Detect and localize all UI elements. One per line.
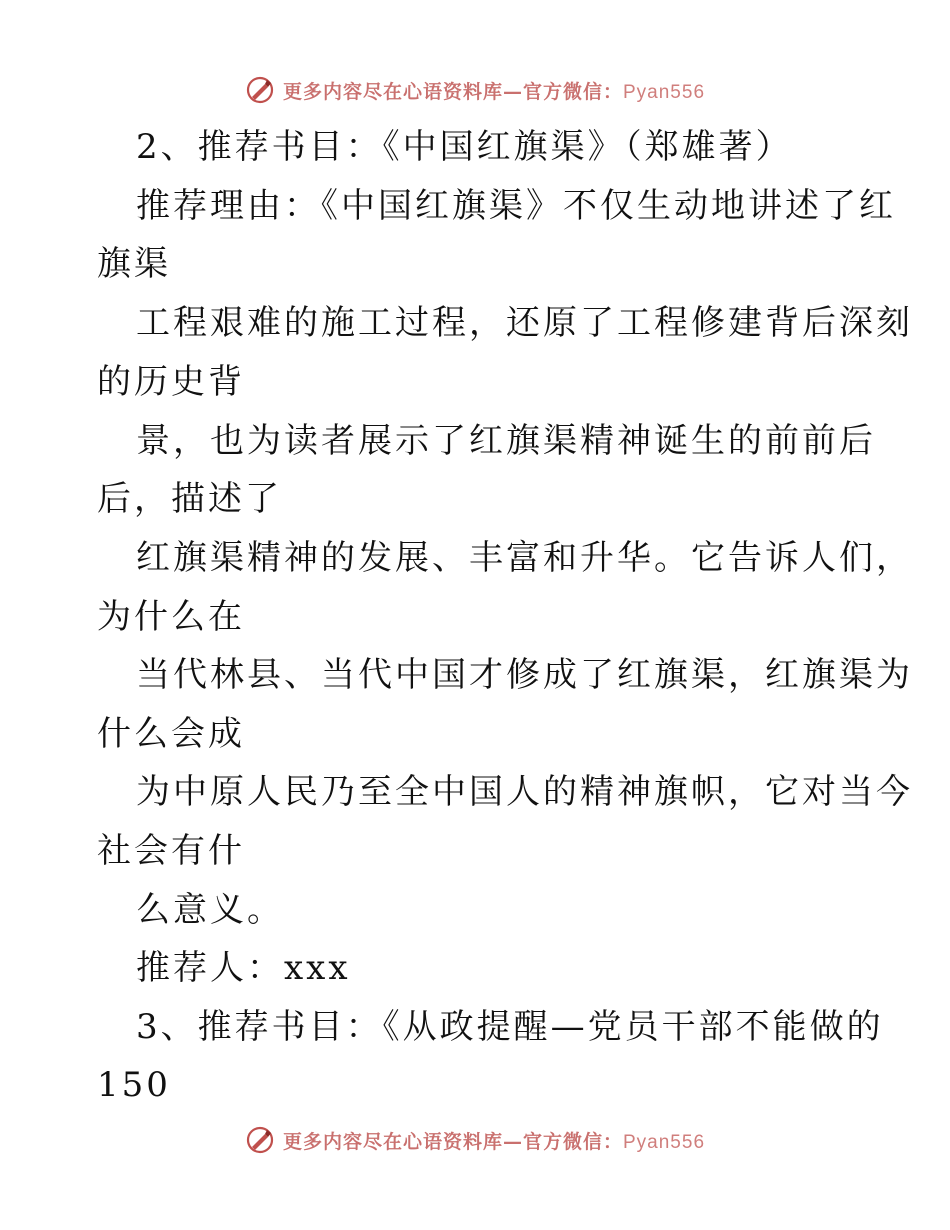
text-line: 3、推荐书目：《从政提醒—党员干部不能做的 [136,1007,884,1047]
text-line: 后，描述了 [97,479,282,519]
pen-logo-icon [245,75,275,105]
text-line: 红旗渠精神的发展、丰富和升华。它告诉人们， [136,538,913,578]
text-line: 为什么在 [97,597,245,637]
text-line: 什么会成 [97,714,245,754]
footer-watermark [0,1122,950,1158]
header-watermark [0,72,950,108]
text-line: 的历史背 [97,362,245,402]
text-line: 当代林县、当代中国才修成了红旗渠，红旗渠为 [136,655,913,695]
text-line: 旗渠 [97,244,171,284]
watermark-text: 更多内容尽在心语资料库—官方微信：Pyan556 [282,1130,706,1153]
text-line: 为中原人民乃至全中国人的精神旗帜，它对当今 [136,772,913,812]
text-line: 推荐人：xxx [136,948,351,988]
watermark-text: 更多内容尽在心语资料库—官方微信：Pyan556 [282,80,706,103]
pen-logo-icon [245,1125,275,1155]
text-line: 景，也为读者展示了红旗渠精神诞生的前前后 [136,421,876,461]
text-line: 推荐理由：《中国红旗渠》不仅生动地讲述了红 [136,186,896,226]
text-line: 2、推荐书目：《中国红旗渠》（郑雄著） [136,127,793,167]
text-line: 工程艰难的施工过程，还原了工程修建背后深刻 [136,303,913,343]
text-line: 社会有什 [97,831,245,871]
text-line: 150 [97,1065,171,1105]
text-line: 么意义。 [136,890,284,930]
